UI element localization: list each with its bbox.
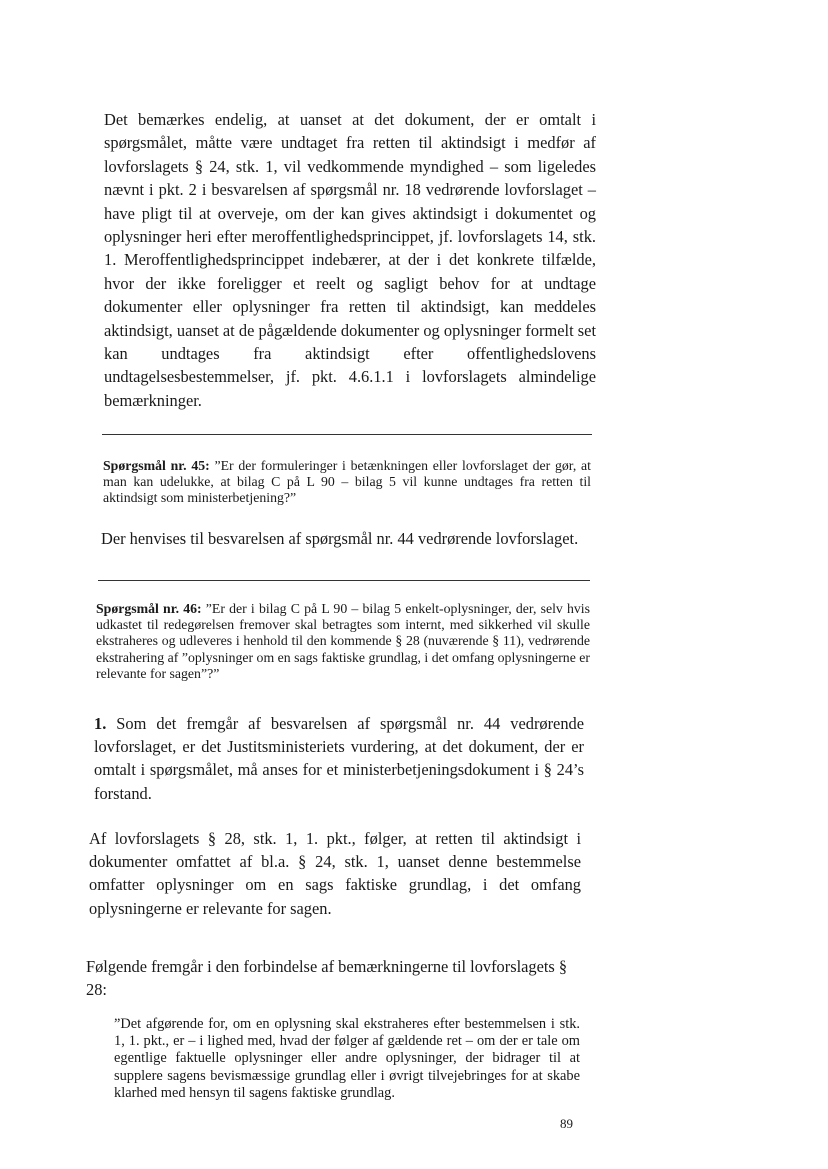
paragraph-meroffentlighed: Det bemærkes endelig, at uanset at det dokument, der er omtalt i spørgsmålet, måtte være undtaget fra retten til aktindsigt i medfør af lovforslagets § 24, stk. 1, vil vedkommende myndighed – som ligeledes nævnt i pkt. 2 i besvarelsen af spørgsmål nr. 18 vedrørende lovforslaget – have pligt til at overveje, om der kan gives aktindsigt i dokumentet og oplysninger heri efter meroffentlighedsprincippet, jf. lovforslagets 14, stk. 1. Meroffentlighedsprincippet indebærer, at der i det konkrete tilfælde, hvor der ikke foreligger et reelt og sagligt behov for at undtage dokumenter eller oplysninger fra retten til aktindsigt, kan meddeles aktindsigt, uanset at de pågældende dokumenter og oplysninger formelt set kan undtages fra aktindsigt efter offentlighedslovens undtagelsesbestemmelser, jf. pkt. 4.6.1.1 i lovforslagets almindelige bemærkninger. xyxy=(104,110,596,410)
page-number: 89 xyxy=(560,1116,573,1131)
answer-46-part-2: Af lovforslagets § 28, stk. 1, 1. pkt., følger, at retten til aktindsigt i dokumenter omfattet af bl.a. § 24, stk. 1, uanset denne bestemmelse omfatter oplysninger om en sags faktiske grundlag, i det omfang oplysningerne er relevante for sagen. xyxy=(89,829,581,918)
answer-46-quote: ”Det afgørende for, om en oplysning skal ekstraheres efter bestemmelsen i stk. 1, 1. pkt., er – i lighed med, hvad der følger af gældende ret – om der er tale om egentlige faktuelle oplysninger eller andre oplysninger, der bidrager til at supplere sagens bevismæssige grundlag eller i øvrigt tilvejebringes for at skabe klarhed med hensyn til sagens faktiske grundlag. xyxy=(114,1016,580,1101)
question-45-text: ”Er der formuleringer i betænkningen eller lovforslaget der gør, at man kan udelukke, at bilag C på L 90 – bilag 5 vil kunne undtages fra retten til aktindsigt som ministerbetjening?” xyxy=(103,458,591,506)
question-46-label: Spørgsmål nr. 46: xyxy=(96,601,202,616)
question-45-label: Spørgsmål nr. 45: xyxy=(103,458,210,473)
answer-46-part-1 xyxy=(94,712,584,805)
divider-1 xyxy=(102,434,592,435)
question-46 xyxy=(96,601,590,682)
answer-46-number: 1. xyxy=(94,714,107,733)
divider-2 xyxy=(98,580,590,581)
answer-45: Der henvises til besvarelsen af spørgsmål nr. 44 vedrørende lovforslaget. xyxy=(101,529,579,548)
question-46-text: ”Er der i bilag C på L 90 – bilag 5 enkelt-oplysninger, der, selv hvis udkastet til redegørelsen fremover skal betragtes som internt, med sikkerhed vil skulle ekstraheres og udleveres i henhold til den kommende § 28 (nuværende § 11), vedrørende ekstrahering af ”oplysninger om en sags faktiske grundlag, i det omfang oplysningerne er relevante for sagen”?” xyxy=(96,601,590,681)
answer-46-part-1-text: Som det fremgår af besvarelsen af spørgsmål nr. 44 vedrørende lovforslaget, er det Justitsministeriets vurdering, at det dokument, der er omtalt i spørgsmålet, må anses for et ministerbetjeningsdokument i § 24’s forstand. xyxy=(94,714,584,803)
answer-46-part-3: Følgende fremgår i den forbindelse af bemærkningerne til lovforslagets § 28: xyxy=(86,957,568,1000)
question-45 xyxy=(103,458,591,507)
